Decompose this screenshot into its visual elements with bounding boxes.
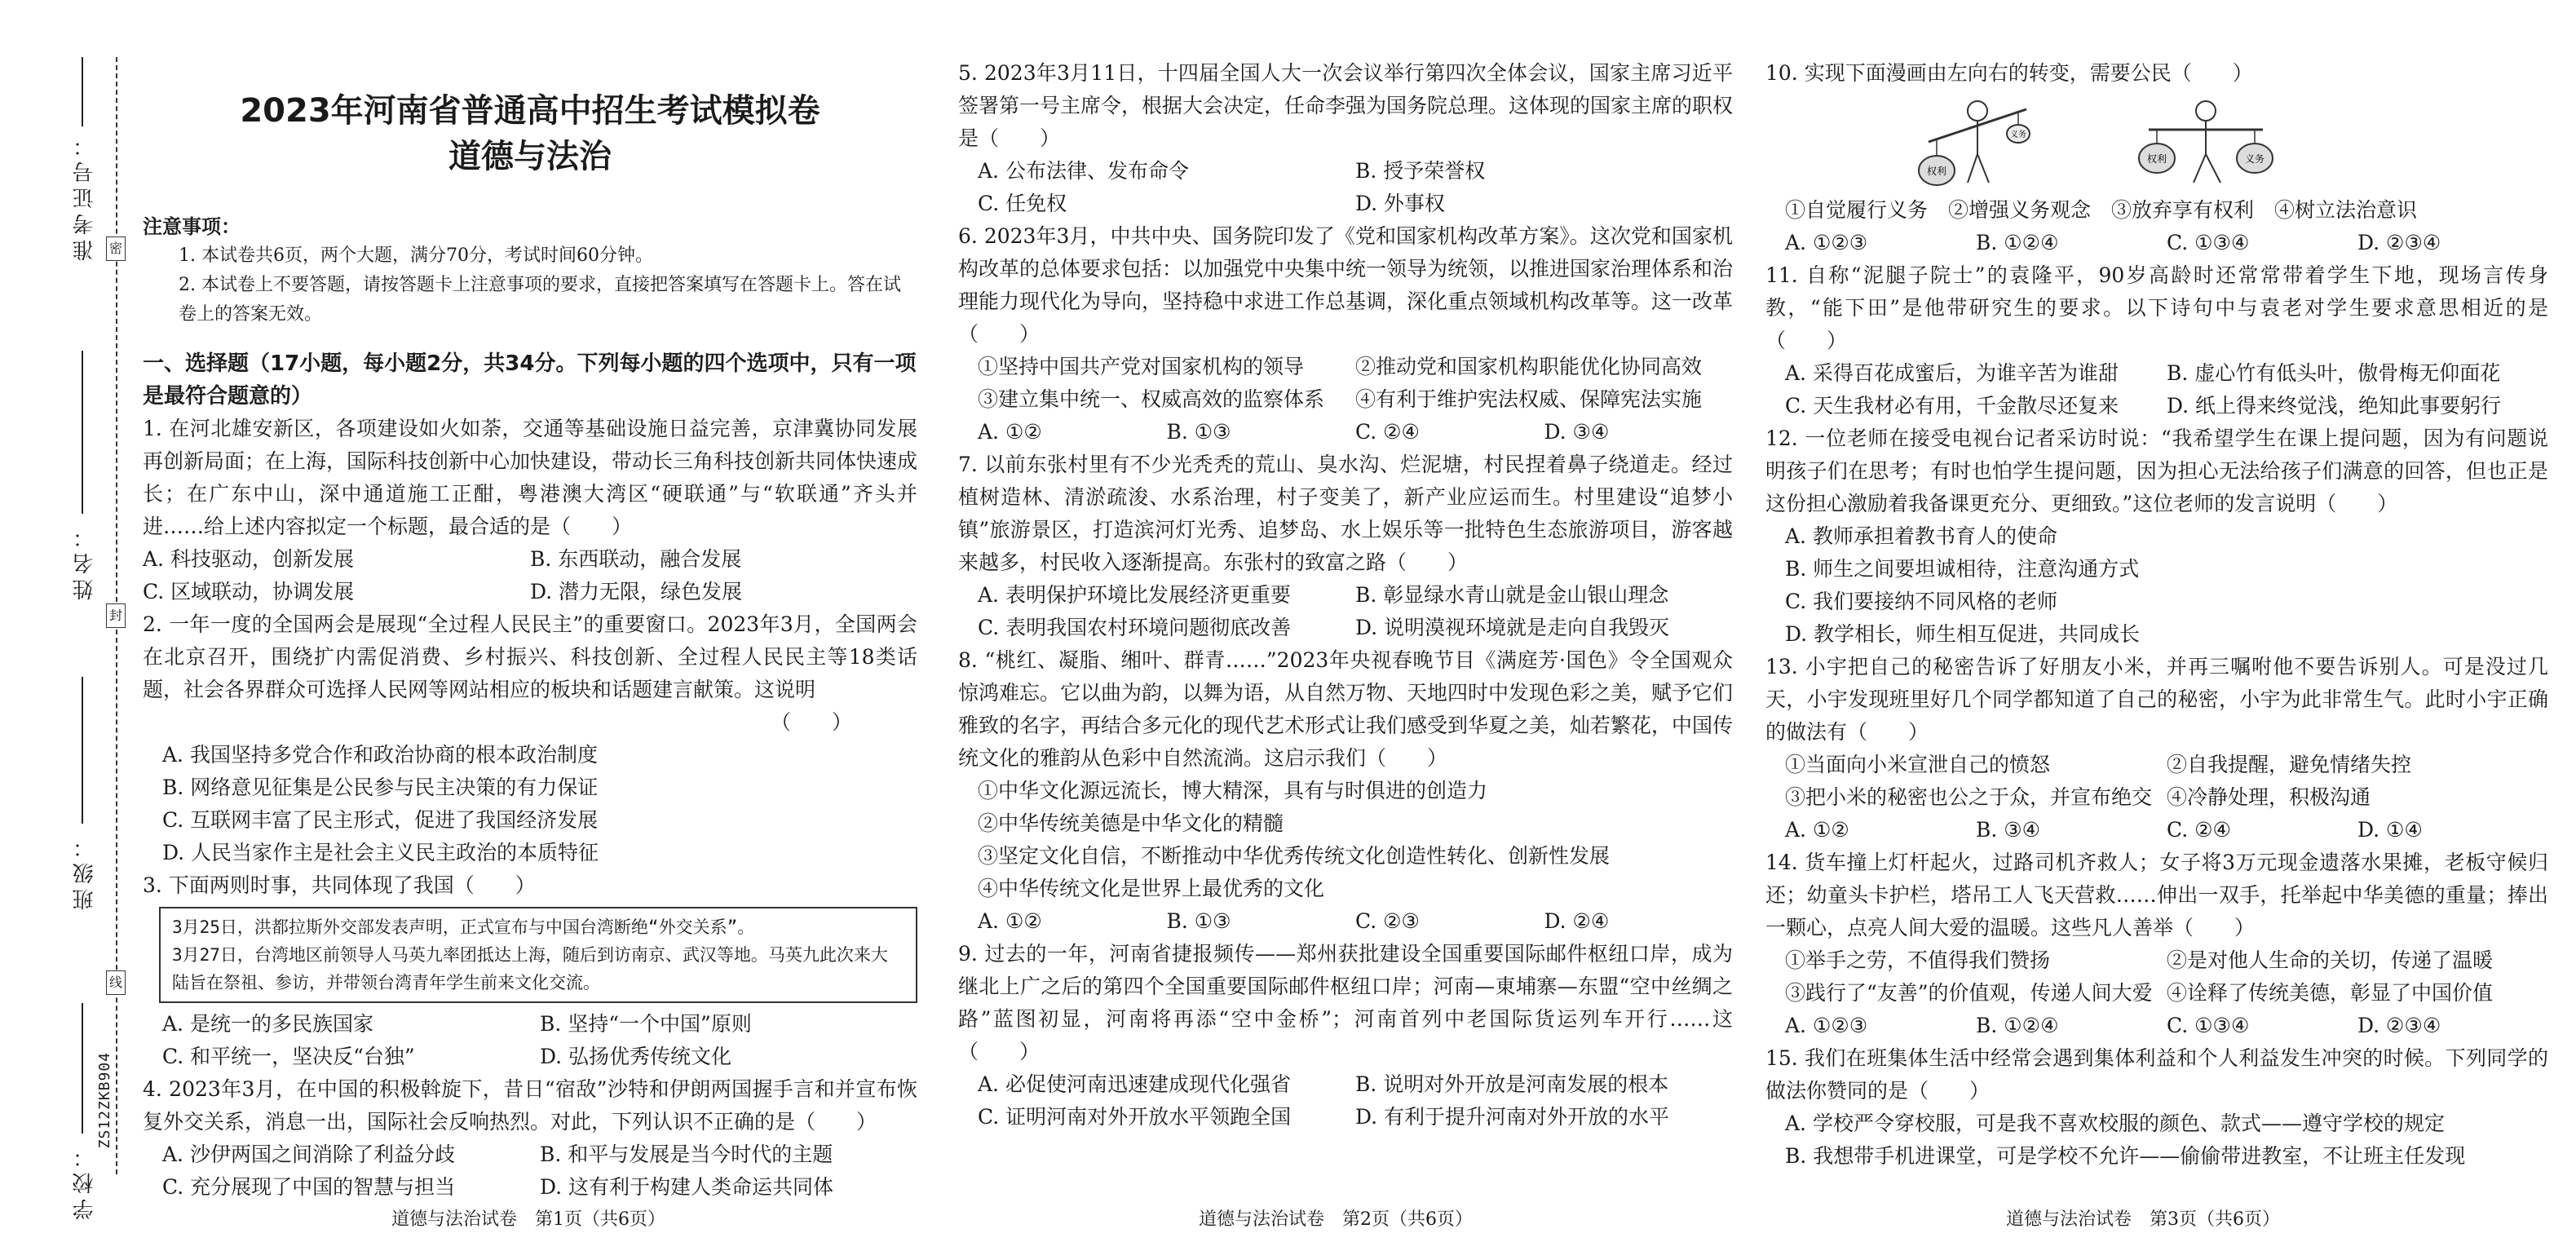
question-stem: 12. 一位老师在接受电视台记者采访时说：“我希望学生在课上提问题，因为有问题说明孩子们在思考；有时也怕学生提问题，因为担心无法给孩子们满意的回答，但也正是这份担心激励着我备课更充分、更细致。”这位老师的发言说明（ ） <box>1765 427 2548 515</box>
notice-heading: 注意事项： <box>143 214 241 238</box>
option-b[interactable]: B. 授予荣誉权 <box>1355 159 1486 183</box>
question-14 <box>1765 846 2548 1042</box>
option-d[interactable]: D. ②③④ <box>2357 1014 2441 1037</box>
question-stem: 14. 货车撞上灯杆起火，过路司机齐救人；女子将3万元现金遗落水果摊，老板守候归还；幼童头卡护栏，塔吊工人飞天营救……伸出一双手，托举起中华美德的重量；捧出一颗心，点亮人间大爱的温暖。这些凡人善举（ ） <box>1765 851 2548 939</box>
page-3 <box>1765 57 2548 1185</box>
cartoon-right-duties: 义务 <box>2244 153 2265 165</box>
option-a[interactable]: A. 沙伊两国之间消除了利益分歧 <box>162 1143 455 1166</box>
option-c[interactable]: C. ②③ <box>1355 909 1420 933</box>
cartoon-left-rights: 权利 <box>1926 166 1947 177</box>
statement-2: ②自我提醒，避免情绪失控 <box>2167 753 2412 776</box>
option-d[interactable]: D. 人民当家作主是社会主义民主政治的本质特征 <box>162 841 599 864</box>
class-field[interactable] <box>82 677 83 824</box>
option-a[interactable]: A. ①②③ <box>1785 231 1868 254</box>
page-footer-1: 道德与法治试卷 第1页（共6页） <box>391 1209 665 1230</box>
option-a[interactable]: A. ①②③ <box>1785 1014 1868 1037</box>
statement-4: ④有利于维护宪法权威、保障宪法实施 <box>1355 387 1703 411</box>
statement-3: ③建立集中统一、权威高效的监察体系 <box>978 387 1325 411</box>
option-d[interactable]: D. 潜力无限，绿色发展 <box>530 580 743 603</box>
exam-id-field[interactable] <box>82 57 83 126</box>
question-8 <box>958 644 1733 938</box>
option-d[interactable]: D. ①④ <box>2357 818 2423 842</box>
option-a[interactable]: A. 采得百花成蜜后，为谁辛苦为谁甜 <box>1785 361 2119 385</box>
page-footer-3: 道德与法治试卷 第3页（共6页） <box>2006 1209 2280 1230</box>
section-heading: 一、选择题（17小题，每小题2分，共34分。下列每小题的四个选项中，只有一项是最符合题意的） <box>143 351 917 409</box>
question-6 <box>958 220 1733 449</box>
option-d[interactable]: D. 弘扬优秀传统文化 <box>540 1045 732 1068</box>
question-9 <box>958 938 1733 1134</box>
option-a[interactable]: A. ①② <box>1785 818 1849 842</box>
option-a[interactable]: A. ①② <box>978 420 1042 444</box>
option-d[interactable]: D. 教学相长，师生相互促进，共同成长 <box>1785 622 2141 646</box>
statement-4: ④中华传统文化是世界上最优秀的文化 <box>978 877 1325 900</box>
cartoon-right-rights: 权利 <box>2146 153 2167 165</box>
statements: ①自觉履行义务 ②增强义务观念 ③放弃享有权利 ④树立法治意识 <box>1785 198 2418 222</box>
paper-code: ZS12ZKB904 <box>96 1052 113 1149</box>
statement-1: ①中华文化源远流长，博大精深，具有与时俱进的创造力 <box>978 779 1488 802</box>
question-2 <box>143 608 917 869</box>
option-b[interactable]: B. ①③ <box>1166 909 1231 933</box>
option-c[interactable]: C. 任免权 <box>978 192 1067 215</box>
option-a[interactable]: A. ①② <box>978 909 1042 933</box>
page-footer-2: 道德与法治试卷 第2页（共6页） <box>1199 1209 1473 1230</box>
question-stem: 8. “桃红、凝脂、缃叶、群青……”2023年央视春晚节目《满庭芳·国色》令全国观众惊鸿难忘。它以曲为韵，以舞为语，从自然万物、天地四时中发现色彩之美，赋予它们雅致的名字，再结合多元化的现代艺术形式让我们感受到华夏之美，灿若繁花，中国传统文化的雅韵从色彩中自然流淌。这启示我们（ ） <box>958 648 1734 770</box>
news-item-2: 3月27日，台湾地区前领导人马英九率团抵达上海，随后到访南京、武汉等地。马英九此次来大陆旨在祭祖、参访，并带领台湾青年学生前来文化交流。 <box>172 945 888 992</box>
seal-mark-2: 封 <box>106 603 126 628</box>
statement-4: ④诠释了传统美德，彰显了中国价值 <box>2167 981 2494 1005</box>
page-2 <box>958 57 1733 1185</box>
option-a[interactable]: A. 科技驱动，创新发展 <box>143 547 354 571</box>
option-b[interactable]: B. 网络意见征集是公民参与民主决策的有力保证 <box>162 776 599 799</box>
option-c[interactable]: C. 和平统一，坚决反“台独” <box>162 1045 415 1068</box>
exam-title: 2023年河南省普通高中招生考试模拟卷 <box>240 92 820 130</box>
question-7 <box>958 449 1733 644</box>
question-4 <box>143 1073 917 1204</box>
statement-3: ③践行了“友善”的价值观，传递人间大爱 <box>1785 981 2153 1005</box>
question-stem: 9. 过去的一年，河南省捷报频传——郑州获批建设全国重要国际邮件枢纽口岸，成为继北上广之后的第四个全国重要国际邮件枢纽口岸；河南—東埔寨—东盟“空中丝绸之路”蓝图初显，河南将再添“空中金桥”；河南首列中老国际货运列车开行……这（ ） <box>958 942 1733 1063</box>
option-a[interactable]: A. 学校严令穿校服，可是我不喜欢校服的颜色、款式——遵守学校的规定 <box>1785 1112 2445 1135</box>
option-b[interactable]: B. 东西联动，融合发展 <box>530 547 742 571</box>
option-d[interactable]: D. 说明漠视环境就是走向自我毁灭 <box>1355 616 1670 639</box>
seal-mark-3: 线 <box>106 970 126 995</box>
name-label: 姓名： <box>73 522 97 600</box>
cartoon <box>1765 93 2548 191</box>
notice-item-2: 2. 本试卷上不要答题，请按答题卡上注意事项的要求，直接把答案填写在答题卡上。答在试卷上的答案无效。 <box>179 275 901 325</box>
answer-paren: （ ） <box>770 710 852 734</box>
cartoon-illustration <box>1912 93 2336 195</box>
statement-4: ④冷静处理，积极沟通 <box>2167 785 2371 809</box>
option-b[interactable]: B. 虚心竹有低头叶，傲骨梅无仰面花 <box>2167 361 2501 385</box>
option-c[interactable]: C. 互联网丰富了民主形式，促进了我国经济发展 <box>162 808 599 832</box>
name-field[interactable] <box>82 351 83 514</box>
option-a[interactable]: A. 教师承担着教书育人的使命 <box>1785 524 2057 548</box>
option-c[interactable]: C. ②④ <box>1355 420 1420 444</box>
question-stem: 7. 以前东张村里有不少光秃秃的荒山、臭水沟、烂泥塘，村民捏着鼻子绕道走。经过植树造林、清淤疏浚、水系治理，村子变美了，新产业应运而生。村里建设“追梦小镇”旅游景区，打造滨河灯光秀、追梦岛、水上娱乐等一批特色生态旅游项目，游客越来越多，村民收入逐渐提高。东张村的致富之路（ ） <box>958 453 1733 574</box>
seal-mark-1: 密 <box>106 236 126 261</box>
news-item-1: 3月25日，洪都拉斯外交部发表声明，正式宣布与中国台湾断绝“外交关系”。 <box>172 917 755 937</box>
option-a[interactable]: A. 我国坚持多党合作和政治协商的根本政治制度 <box>162 743 598 767</box>
option-b[interactable]: B. 和平与发展是当今时代的主题 <box>540 1143 833 1166</box>
option-c[interactable]: C. ②④ <box>2167 818 2231 842</box>
option-c[interactable]: C. 充分展现了中国的智慧与担当 <box>162 1175 456 1199</box>
question-stem: 10. 实现下面漫画由左向右的转变，需要公民（ ） <box>1765 61 2253 85</box>
binding-margin <box>0 0 122 1242</box>
statement-1: ①举手之劳，不值得我们赞扬 <box>1785 948 2051 972</box>
question-3 <box>143 869 917 1073</box>
exam-id-label: 准考证号： <box>73 130 97 261</box>
option-a[interactable]: A. 公布法律、发布命令 <box>978 159 1189 183</box>
question-stem: 4. 2023年3月，在中国的积极斡旋下，昔日“宿敌”沙特和伊朗两国握手言和并宣布恢复外交关系，消息一出，国际社会反响热烈。对此，下列认识不正确的是（ ） <box>143 1077 917 1134</box>
question-stem: 11. 自称“泥腿子院士”的袁隆平，90岁高龄时还常常带着学生下地，现场言传身教，“能下田”是他带研究生的要求。以下诗句中与袁老对学生要求意思相近的是（ ） <box>1765 263 2548 352</box>
question-5 <box>958 57 1733 220</box>
question-13 <box>1765 651 2548 846</box>
school-field[interactable] <box>82 1003 83 1134</box>
option-d[interactable]: D. 纸上得来终觉浅，绝知此事要躬行 <box>2167 394 2502 418</box>
option-d[interactable]: D. ②④ <box>1544 909 1610 933</box>
option-b[interactable]: B. ①③ <box>1166 420 1231 444</box>
cartoon-right-figure <box>2139 101 2273 183</box>
question-12 <box>1765 422 2548 651</box>
option-c[interactable]: C. 我们要接纳不同风格的老师 <box>1785 590 2058 613</box>
question-stem: 5. 2023年3月11日，十四届全国人大一次会议举行第四次全体会议，国家主席习近平签署第一号主席令，根据大会决定，任命李强为国务院总理。这体现的国家主席的职权是（ ） <box>958 61 1734 150</box>
news-box <box>159 907 917 1003</box>
option-c[interactable]: C. 表明我国农村环境问题彻底改善 <box>978 616 1292 639</box>
option-d[interactable]: D. 这有利于构建人类命运共同体 <box>540 1175 834 1199</box>
statement-3: ③坚定文化自信，不断推动中华优秀传统文化创造性转化、创新性发展 <box>978 844 1611 868</box>
statement-1: ①坚持中国共产党对国家机构的领导 <box>978 355 1305 378</box>
question-stem: 6. 2023年3月，中共中央、国务院印发了《党和国家机构改革方案》。这次党和国家机构改革的总体要求包括：以加强党中央集中统一领导为统领，以推进国家治理体系和治理能力现代化为导向，坚持稳中求进工作总基调，深化重点领域机构改革等。这一改革（ ） <box>958 224 1734 346</box>
page-1 <box>143 57 918 1199</box>
option-b[interactable]: B. ③④ <box>1976 818 2041 842</box>
option-c[interactable]: C. ①③④ <box>2167 1014 2250 1037</box>
question-stem: 2. 一年一度的全国两会是展现“全过程人民民主”的重要窗口。2023年3月，全国两会在北京召开，围绕扩内需促消费、乡村振兴、科技创新、全过程人民民主等18类话题，社会各界群众可选择人民网等网站相应的板块和话题建言献策。这说明 <box>143 612 917 701</box>
question-1 <box>143 413 917 608</box>
question-stem: 3. 下面两则时事，共同体现了我国（ ） <box>143 873 536 897</box>
option-b[interactable]: B. 师生之间要坦诚相待，注意沟通方式 <box>1785 557 2140 581</box>
option-a[interactable]: A. 必促使河南迅速建成现代化强省 <box>978 1072 1291 1096</box>
question-stem: 15. 我们在班集体生活中经常会遇到集体利益和个人利益发生冲突的时候。下列同学的做法你赞同的是（ ） <box>1765 1046 2548 1103</box>
subject-title: 道德与法治 <box>448 138 612 175</box>
option-c[interactable]: C. 天生我材必有用，千金散尽还复来 <box>1785 394 2119 418</box>
school-label: 学校： <box>73 1142 97 1220</box>
question-stem: 1. 在河北雄安新区，各项建设如火如荼，交通等基础设施日益完善，京津冀协同发展再创新局面；在上海，国际科技创新中心加快建设，带动长三角科技创新共同体快速成长；在广东中山，深中通道施工正酣，粤港澳大湾区“硬联通”与“软联通”齐头并进……给上述内容拟定一个标题，最合适的是（ ） <box>143 417 918 538</box>
question-10 <box>1765 57 2548 259</box>
statement-3: ③把小米的秘密也公之于众，并宣布绝交 <box>1785 785 2153 809</box>
option-b[interactable]: B. 我想带手机进课堂，可是学校不允许——偷偷带进教室，不让班主任发现 <box>1785 1144 2466 1168</box>
option-b[interactable]: B. ①②④ <box>1976 231 2059 254</box>
option-b[interactable]: B. ①②④ <box>1976 1014 2059 1037</box>
option-b[interactable]: B. 说明对外开放是河南发展的根本 <box>1355 1072 1669 1096</box>
question-15 <box>1765 1042 2548 1173</box>
question-stem: 13. 小宇把自己的秘密告诉了好朋友小米，并再三嘱咐他不要告诉别人。可是没过几天，小宇发现班里好几个同学都知道了自己的秘密，小宇为此非常生气。此时小宇正确的做法有（ ） <box>1765 655 2548 744</box>
question-11 <box>1765 259 2548 422</box>
option-d[interactable]: D. ③④ <box>1544 420 1610 444</box>
option-d[interactable]: D. ②③④ <box>2357 231 2441 254</box>
option-c[interactable]: C. ①③④ <box>2167 231 2250 254</box>
notice-item-1: 1. 本试卷共6页，两个大题，满分70分，考试时间60分钟。 <box>179 245 653 266</box>
statement-1: ①当面向小米宣泄自己的愤怒 <box>1785 753 2051 776</box>
option-c[interactable]: C. 证明河南对外开放水平领跑全国 <box>978 1105 1292 1129</box>
option-b[interactable]: B. 坚持“一个中国”原则 <box>540 1012 752 1036</box>
option-a[interactable]: A. 表明保护环境比发展经济更重要 <box>978 583 1291 607</box>
statement-2: ②是对他人生命的关切，传递了温暖 <box>2167 948 2494 972</box>
class-label: 班级： <box>73 832 97 910</box>
option-d[interactable]: D. 有利于提升河南对外开放的水平 <box>1355 1105 1670 1129</box>
option-a[interactable]: A. 是统一的多民族国家 <box>162 1012 373 1036</box>
statement-2: ②推动党和国家机构职能优化协同高效 <box>1355 355 1703 378</box>
statement-2: ②中华传统美德是中华文化的精髓 <box>978 811 1284 835</box>
option-d[interactable]: D. 外事权 <box>1355 192 1446 215</box>
option-b[interactable]: B. 彰显绿水青山就是金山银山理念 <box>1355 583 1669 607</box>
option-c[interactable]: C. 区域联动，协调发展 <box>143 580 355 603</box>
cartoon-left-duties: 义务 <box>2010 130 2026 139</box>
